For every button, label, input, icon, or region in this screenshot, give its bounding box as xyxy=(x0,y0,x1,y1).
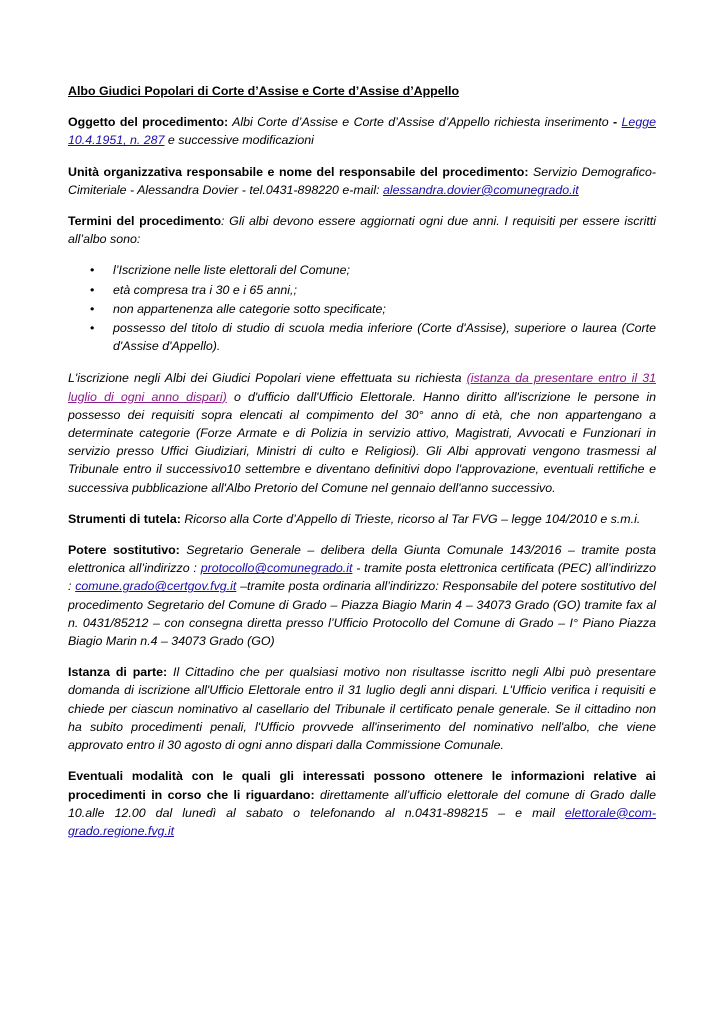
pec-email-link[interactable]: comune.grado@certgov.fvg.it xyxy=(75,579,237,594)
eventuali-text: direttamente all’ufficio elettorale del comune di Grado dalle 10.alle 12.00 dal lunedì al sabato o telefonando al n.0431-898215 – e mail xyxy=(68,787,657,820)
strumenti-label: Strumenti di tutela: xyxy=(68,511,181,526)
istanza-paragraph xyxy=(68,663,656,754)
termini-label: Termini del procedimento xyxy=(68,214,222,229)
protocollo-email-link[interactable]: protocollo@comunegrado.it xyxy=(200,561,353,576)
istanza-link[interactable]: (istanza da presentare entro il 31 luglio di ogni anno dispari) xyxy=(68,371,656,404)
unita-text: Servizio Demografico-Cimiteriale - Alessandra Dovier - tel.0431-898220 e-mail: xyxy=(68,164,656,197)
potere-paragraph xyxy=(68,541,656,650)
bullet-icon: • xyxy=(90,263,95,278)
oggetto-text: Albi Corte d’Assise e Corte d’Assise d’Appello richiesta inserimento xyxy=(228,115,614,130)
elettorale-email-link[interactable]: elettorale@com-grado.regione.fvg.it xyxy=(68,805,656,838)
istanza-text: Il Cittadino che per qualsiasi motivo non risultasse iscritto negli Albi può presentare domanda di iscrizione all'Ufficio Elettorale entro il 31 luglio degli anni dispari. L'Ufficio verifica i requisiti e chiede per ciascun nominativo al casellario del Tribunale il certificato penale generale. Se il cittadino non ha subito procedimenti penali, l'Ufficio provvede all'inserimento del nominativo nell'albo, che viene approvato entro il 30 agosto di ogni anno dispari dalla Commissione Comunale. xyxy=(68,665,657,753)
iscrizione-paragraph xyxy=(68,369,656,496)
list-item: • possesso del titolo di studio di scuola media inferiore (Corte d'Assise), superiore o laurea (Corte d'Assise d'Appello). xyxy=(90,321,656,354)
document-title: Albo Giudici Popolari di Corte d’Assise e Corte d’Assise d’Appello xyxy=(68,84,460,98)
oggetto-paragraph xyxy=(68,113,656,149)
bullet-icon: • xyxy=(90,282,95,297)
potere-label: Potere sostitutivo: xyxy=(68,543,180,558)
list-item: • età compresa tra i 30 e i 65 anni,; xyxy=(68,281,656,299)
iscrizione-text2: o d'ufficio dall'Ufficio Elettorale. Hanno diritto all'iscrizione le persone in possesso dei requisiti sopra elencati al compimento del 30° anno di età, che non appartengano a determinate categorie (Forze Armate e di Polizia in servizio attivo, Magistrati, Avvocati e Funzionari in servizio presso Uffici Giudiziari, Ministri di culto e Religiosi). Gli Albi approvati vengono trasmessi al Tribunale entro il successivo10 settembre e diventano definitivi dopo l'approvazione, eventuali rettifiche e successiva pubblicazione all'Albo Pretorio del Comune nel gennaio dell'anno successivo. xyxy=(68,389,657,495)
bullet-icon: • xyxy=(90,301,95,316)
iscrizione-text1: L'iscrizione negli Albi dei Giudici Popolari viene effettuata su richiesta xyxy=(68,371,467,386)
termini-text: : Gli albi devono essere aggiornati ogni due anni. I requisiti per essere iscritti all’albo sono: xyxy=(68,214,656,247)
istanza-label: Istanza di parte: xyxy=(68,665,168,680)
potere-text3: –tramite posta ordinaria all’indirizzo: Responsabile del potere sostitutivo del procedimento Segretario del Comune di Grado – Piazza Biagio Marin 4 – 34073 Grado (GO) tramite fax al n. 0431/85212 – con consegna diretta presso l’Ufficio Protocollo del Comune di Grado – I° Piano Piazza Biagio Marin n.4 – 34073 Grado (GO) xyxy=(68,579,656,649)
termini-paragraph xyxy=(68,212,656,248)
unita-label: Unità organizzativa responsabile e nome del responsabile del procedimento: xyxy=(68,164,529,179)
potere-text2: - tramite posta elettronica certificata (PEC) all’indirizzo : xyxy=(68,561,656,594)
bullet-icon: • xyxy=(90,321,95,336)
dovier-email-link[interactable]: alessandra.dovier@comunegrado.it xyxy=(382,182,579,197)
oggetto-dash: - xyxy=(613,115,618,130)
eventuali-label: Eventuali modalità con le quali gli interessati possono ottenere le informazioni relative ai procedimenti in corso che li riguardano: xyxy=(68,769,656,802)
potere-text1: Segretario Generale – delibera della Giunta Comunale 143/2016 – tramite posta elettronica all’indirizzo : xyxy=(68,543,656,576)
list-item: • non appartenenza alle categorie sotto specificate; xyxy=(68,300,656,318)
strumenti-paragraph xyxy=(68,510,656,528)
document-page xyxy=(68,82,656,853)
unita-paragraph xyxy=(68,163,656,199)
legge-link[interactable]: Legge 10.4.1951, n. 287 xyxy=(68,115,656,148)
requisiti-list xyxy=(68,261,656,355)
oggetto-tail: e successive modificazioni xyxy=(164,133,314,148)
strumenti-text: Ricorso alla Corte d’Appello di Trieste, ricorso al Tar FVG – legge 104/2010 e s.m.i. xyxy=(180,511,641,526)
list-item: • l’Iscrizione nelle liste elettorali del Comune; xyxy=(68,261,656,279)
eventuali-paragraph xyxy=(68,767,656,840)
oggetto-label: Oggetto del procedimento: xyxy=(68,115,229,130)
